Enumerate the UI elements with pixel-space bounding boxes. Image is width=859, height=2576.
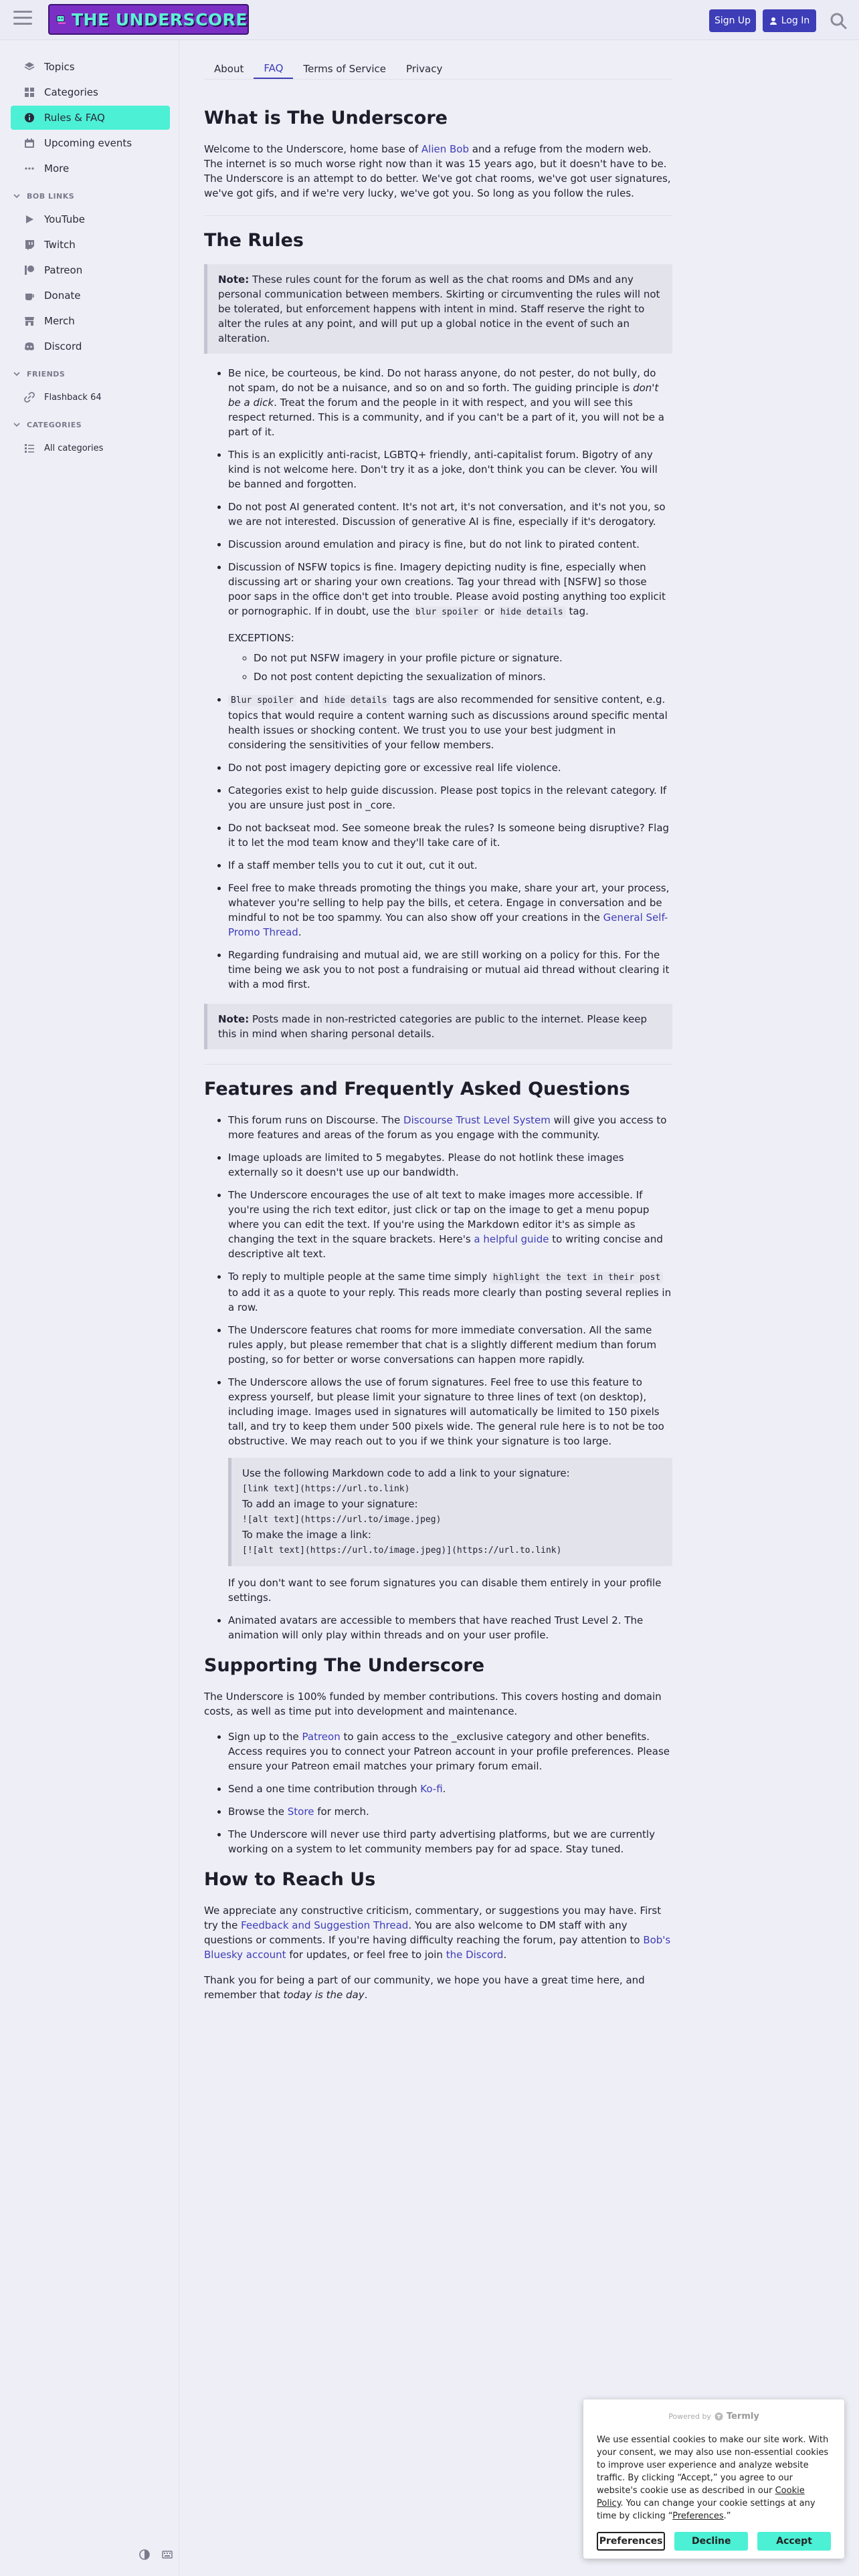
tab-terms-of-service[interactable]: Terms of Service: [303, 63, 387, 75]
sidebar-item-more[interactable]: [11, 156, 170, 181]
rules-list: [204, 366, 672, 992]
termly-logo-icon: [714, 2412, 723, 2421]
sidebar-section-friends[interactable]: [13, 368, 65, 380]
preferences-button[interactable]: Preferences: [597, 2532, 665, 2551]
list-item: • The Underscore features chat rooms for more immediate conversation. All the same rules apply, but please remember that chat is a slightly different medium than forum posting, so for better or worse conversations can happen more rapidly.: [228, 1323, 672, 1367]
patreon-icon: [24, 265, 35, 276]
rules-note: Note: These rules count for the forum as well as the chat rooms and DMs and any personal communication between members. Skirting or circumventing the rules will not be tolerated, but enforcement happens with intent in mind. Staff reserve the right to alter the rules at any point, and will put up a global notice in the event of such an alteration.: [204, 264, 672, 354]
rules-heading: The Rules: [204, 230, 304, 251]
list-item: • The Underscore allows the use of forum signatures. Feel free to use this feature to express yourself, but please limit your signature to three lines of text (on desktop), including image. Images used in signatures will automatically be limited to 150 pixels tall, and try to keep them under 500 pixels wide. The general rule here is to not be too obstructive. We may reach out to you if we think your signature is too large. Use the following Markdown code to add a link to your signature: [link text](https://url.to.link) To add an image to your signature: ![alt text](https://url.to/image.jpeg) To make the image a link: [![alt text](https://url.to/image.jpeg)](https://url.to.link) If you don't want to see forum signatures you can disable them entirely in your profile settings.: [228, 1375, 672, 1605]
list-item: • Feel free to make threads promoting the things you make, share your art, your process, whatever you're selling to help pay the bills, et cetera. Engage in conversation and be mindful to not be too spammy. You can also show off your creations in the General Self-Promo Thread.: [228, 881, 672, 940]
reach-paragraph: We appreciate any constructive criticism, commentary, or suggestions you may have. First try the Feedback and Suggestion Thread. You are also welcome to DM staff with any questions or comments. If you're having difficulty reaching the forum, pay attention to Bob's Bluesky account for updates, or feel free to join the Discord.: [204, 1905, 671, 1961]
faq-heading: Features and Frequently Asked Questions: [204, 1079, 630, 1099]
sidebar-item-label: Flashback 64: [44, 392, 102, 403]
support-heading: Supporting The Underscore: [204, 1655, 485, 1676]
list-item: ◦ Do not put NSFW imagery in your profile picture or signature.: [254, 651, 672, 665]
list-item: • Discussion around emulation and piracy is fine, but do not link to pirated content.: [228, 537, 672, 552]
tab-faq[interactable]: FAQ: [254, 59, 293, 79]
faq-article: [204, 107, 672, 2013]
sidebar-item-label: Upcoming events: [44, 137, 132, 149]
log-in-button[interactable]: [763, 9, 816, 32]
list-item: • Animated avatars are accessible to members that have reached Trust Level 2. The animation will only play within threads and on your user profile.: [228, 1613, 672, 1642]
exceptions-label: EXCEPTIONS:: [228, 632, 294, 644]
sidebar-item-discord[interactable]: [11, 334, 170, 358]
sidebar-item-upcoming-events[interactable]: [11, 131, 170, 155]
section-title: FRIENDS: [27, 369, 66, 379]
page-tabs: [204, 59, 452, 79]
sidebar-item-donate[interactable]: [11, 284, 170, 308]
sidebar-section-categories[interactable]: [13, 419, 82, 431]
support-paragraph: The Underscore is 100% funded by member contributions. This covers hosting and domain costs, as well as time put into development and maintenance.: [204, 1691, 662, 1717]
preferences-link[interactable]: Preferences: [672, 2511, 724, 2521]
cookie-text: We use essential cookies to make our site work. With your consent, we may also use non-essential cookies to improve user experience and analyze website traffic. By clicking “Accept,” you agree to our website's cookie use as described in our Cookie Policy. You can change your cookie settings at any time by clicking “Preferences.”: [597, 2435, 829, 2521]
tab-about[interactable]: About: [214, 63, 244, 75]
play-icon: [24, 214, 35, 225]
sidebar-item-label: Twitch: [44, 239, 76, 251]
list-item: • Image uploads are limited to 5 megabytes. Please do not hotlink these images externally so it doesn't use up our bandwidth.: [228, 1150, 672, 1180]
accept-button[interactable]: Accept: [757, 2532, 831, 2551]
sidebar-item-label: YouTube: [44, 213, 85, 225]
reach-heading: How to Reach Us: [204, 1869, 376, 1890]
store-link[interactable]: Store: [287, 1806, 314, 1818]
thank-you-paragraph: Thank you for being a part of our community, we hope you have a great time here, and remember that today is the day.: [204, 1974, 645, 2001]
sidebar-item-youtube[interactable]: [11, 207, 170, 231]
section-title: CATEGORIES: [27, 420, 82, 429]
sidebar-item-topics[interactable]: [11, 55, 170, 79]
list-item: • This forum runs on Discourse. The Discourse Trust Level System will give you access to more features and areas of the forum as you engage with the community.: [228, 1113, 672, 1142]
discord-link[interactable]: the Discord: [446, 1949, 504, 1961]
list-item: • If a staff member tells you to cut it out, cut it out.: [228, 858, 672, 873]
chevron-down-icon: [13, 193, 20, 199]
list-item: • Do not backseat mod. See someone break the rules? Is someone being disruptive? Flag it to let the mod team know and they'll take care of it.: [228, 821, 672, 850]
section-divider: [204, 1064, 672, 1065]
coffee-icon: [24, 290, 35, 301]
feedback-thread-link[interactable]: Feedback and Suggestion Thread: [241, 1919, 409, 1931]
sidebar-item-label: Patreon: [44, 264, 83, 276]
sidebar-item-rules-faq[interactable]: [11, 106, 170, 130]
theme-toggle-icon[interactable]: [139, 2549, 150, 2560]
info-icon: [24, 112, 35, 123]
tab-divider: [204, 79, 672, 80]
code-caption: Use the following Markdown code to add a link to your signature:: [242, 1467, 570, 1479]
code-line: [![alt text](https://url.to/image.jpeg)](https://url.to.link): [242, 1545, 562, 1555]
public-note: Note: Posts made in non-restricted categories are public to the internet. Please keep this in mind when sharing personal details.: [204, 1004, 672, 1049]
sidebar-item-flashback-64[interactable]: [11, 385, 170, 409]
list-item: • Categories exist to help guide discussion. Please post topics in the relevant category. If you are unsure just post in _core.: [228, 783, 672, 813]
sidebar-item-twitch[interactable]: [11, 233, 170, 257]
more-icon: [24, 163, 35, 174]
what-is-paragraph: Welcome to the Underscore, home base of Alien Bob and a refuge from the modern web. The internet is so much worse right now than it was 15 years ago, but it doesn't have to be. The Underscore is an attempt to do better. We've got chat rooms, we've got user signatures, we've got gifs, and if we're very lucky, we've got you. So long as you follow the rules.: [204, 143, 671, 199]
powered-by-termly: Powered by Termly: [668, 2411, 759, 2422]
trust-level-link[interactable]: Discourse Trust Level System: [403, 1114, 551, 1126]
list-item: • Send a one time contribution through Ko-fi.: [228, 1782, 672, 1796]
section-title: BOB LINKS: [27, 191, 75, 201]
grid-icon: [24, 87, 35, 98]
code-line: ![alt text](https://url.to/image.jpeg): [242, 1515, 442, 1525]
sidebar-item-label: Topics: [44, 61, 75, 73]
sidebar-item-label: Discord: [44, 340, 82, 352]
section-divider: [204, 215, 672, 216]
list-item: • The Underscore will never use third party advertising platforms, but we are currently working on a system to let community members pay for ad space. Stay tuned.: [228, 1827, 672, 1856]
link-icon: [24, 392, 35, 403]
code-caption: To make the image a link:: [242, 1529, 371, 1541]
sidebar-item-label: More: [44, 163, 70, 175]
list-item: • Regarding fundraising and mutual aid, we are still working on a policy for this. For the time being we ask you to not post a fundraising or mutual aid thread without clearing it with a mod first.: [228, 948, 672, 992]
cookie-consent-banner: [583, 2399, 844, 2559]
site-logo[interactable]: [48, 4, 249, 35]
list-item: • To reply to multiple people at the same time simply highlight the text in their post to add it as a quote to your reply. This reads more clearly than posting several replies in a row.: [228, 1269, 672, 1315]
list-item: • Browse the Store for merch.: [228, 1804, 672, 1819]
sidebar-item-label: Rules & FAQ: [44, 112, 105, 124]
cookie-policy-link[interactable]: Cookie Policy: [597, 2486, 805, 2508]
list-item: • Discussion of NSFW topics is fine. Imagery depicting nudity is fine, especially when discussing art or sharing your own creations. Tag your thread with [NSFW] so those poor saps in the office don't get into trouble. Please avoid posting anything too explicit or pornographic. If in doubt, use the blur spoiler or hide details tag. EXCEPTIONS: ◦ Do not put NSFW imagery in your profile picture or signature. ◦ Do not post content depicting the sexualization of minors.: [228, 560, 672, 684]
site-header: [0, 0, 859, 40]
list-item: • This is an explicitly anti-racist, LGBTQ+ friendly, anti-capitalist forum. Bigotry of any kind is not welcome here. Don't try it as a joke, don't think you can be clever. You will be banned and forgotten.: [228, 447, 672, 492]
bluesky-link[interactable]: Bob's Bluesky account: [204, 1934, 671, 1961]
list-item: ◦ Do not post content depicting the sexualization of minors.: [254, 669, 672, 684]
sidebar-item-label: Categories: [44, 86, 98, 98]
alien-bob-link[interactable]: Alien Bob: [421, 143, 469, 155]
chevron-down-icon: [13, 370, 20, 377]
sidebar-item-label: Merch: [44, 315, 75, 327]
sidebar-footer: [139, 2549, 173, 2560]
list-item: • Sign up to the Patreon to gain access to the _exclusive category and other benefits. Access requires you to connect your Patreon account in your profile preferences. Please ensure your Patreon email matches your primary forum email.: [228, 1729, 672, 1774]
shop-icon: [24, 316, 35, 326]
support-list: [204, 1729, 672, 1856]
signature-code-block: [228, 1458, 672, 1566]
user-icon: [769, 17, 777, 25]
list-item: • The Underscore encourages the use of alt text to make images more accessible. If you're using the rich text editor, just click or tap on the image to get a menu popup where you can edit the text. If you're using the Markdown editor it's as simple as changing the text in the square brackets. Here's a helpful guide to writing concise and descriptive alt text.: [228, 1188, 672, 1261]
underscore-logo-icon: [56, 9, 66, 29]
list-item: • Blur spoiler and hide details tags are also recommended for sensitive content, e.g. topics that would require a content warning such as discussions around specific mental health issues or shocking content. We trust you to use your best judgment in considering the sensitivities of your fellow members.: [228, 692, 672, 752]
twitch-icon: [24, 239, 35, 250]
list-item: • Be nice, be courteous, be kind. Do not harass anyone, do not pester, do not bully, do not spam, do not be a nuisance, and so on and so forth. The guiding principle is don't be a dick. Treat the forum and the people in it with respect, and you will see this respect returned. This is a community, and if you can't be a part of it, you will not be a part of it.: [228, 366, 672, 439]
ko-fi-link[interactable]: Ko-fi: [420, 1783, 443, 1795]
search-icon[interactable]: [830, 12, 847, 29]
code-line: [link text](https://url.to.link): [242, 1484, 410, 1494]
calendar-icon: [24, 138, 35, 148]
faq-list: [204, 1113, 672, 1642]
keyboard-shortcuts-icon[interactable]: [162, 2549, 173, 2560]
alt-text-guide-link[interactable]: a helpful guide: [474, 1233, 549, 1245]
discord-icon: [24, 341, 35, 352]
tab-privacy[interactable]: Privacy: [406, 63, 443, 75]
sidebar-item-label: All categories: [44, 443, 104, 453]
sidebar-item-merch[interactable]: [11, 309, 170, 333]
what-is-heading: What is The Underscore: [204, 108, 448, 128]
code-caption: To add an image to your signature:: [242, 1498, 418, 1510]
log-in-label: Log In: [781, 15, 810, 26]
sidebar-item-all-categories[interactable]: [11, 436, 170, 460]
list-item: • Do not post imagery depicting gore or excessive real life violence.: [228, 760, 672, 775]
sidebar-item-patreon[interactable]: [11, 258, 170, 282]
layers-icon: [24, 62, 35, 72]
list-icon: [24, 443, 35, 453]
sidebar: [0, 40, 179, 2576]
sign-up-button[interactable]: Sign Up: [709, 9, 756, 32]
chevron-down-icon: [13, 421, 20, 428]
sidebar-item-label: Donate: [44, 290, 81, 302]
decline-button[interactable]: Decline: [674, 2532, 748, 2551]
hamburger-menu-icon[interactable]: [13, 11, 32, 28]
self-promo-thread-link[interactable]: General Self-Promo Thread: [228, 911, 668, 938]
list-item: • Do not post AI generated content. It's not art, it's not conversation, and it's not you, so we are not interested. Discussion of generative AI is fine, especially if it's derogatory.: [228, 500, 672, 529]
cookie-buttons: [597, 2532, 831, 2551]
logo-text: THE UNDERSCORE: [72, 9, 248, 29]
patreon-link[interactable]: Patreon: [302, 1731, 341, 1743]
sidebar-item-categories[interactable]: [11, 80, 170, 104]
sidebar-section-bob-links[interactable]: [13, 190, 74, 202]
